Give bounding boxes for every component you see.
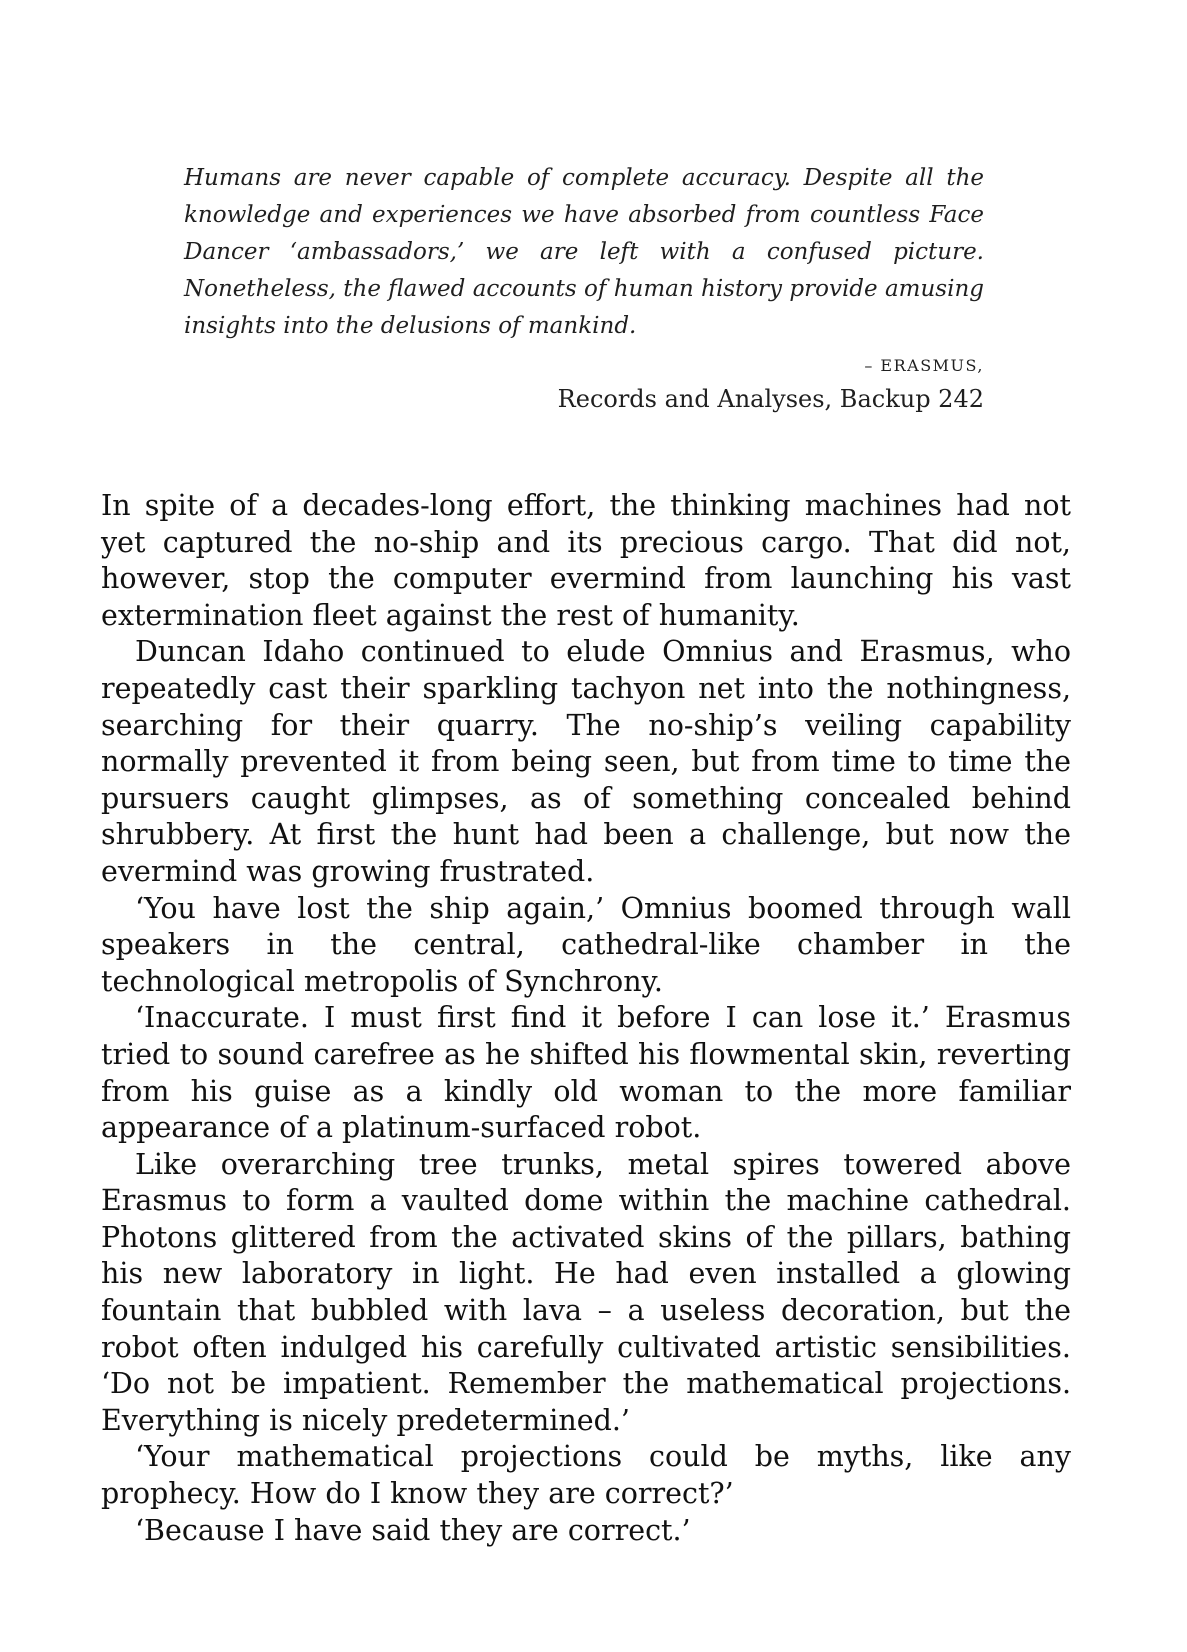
epigraph-source: Records and Analyses, Backup 242	[557, 385, 984, 413]
paragraph: Like overarching tree trunks, metal spires towered above Erasmus to form a vaulted dome within the machine cathedral. Photons glittered from the activated skins of the pillars, bathing his new laboratory in light. He had even installed a glowing fountain that bubbled with lava – a useless decoration, but the robot often indulged his carefully cultivated artistic sensibilities. ‘Do not be impatient. Remember the mathematical projections. Everything is nicely predetermined.’	[101, 1147, 1071, 1437]
epigraph-attribution	[184, 352, 984, 418]
paragraph: ‘Inaccurate. I must first find it before I can lose it.’ Erasmus tried to sound carefree as he shifted his flowmental skin, reverting from his guise as a kindly old woman to the more familiar appearance of a platinum-surfaced robot.	[101, 1001, 1071, 1145]
epigraph	[184, 160, 984, 345]
chapter-body	[101, 488, 1071, 1549]
paragraph: ‘Your mathematical projections could be myths, like any prophecy. How do I know they are correct?’	[101, 1440, 1071, 1511]
epigraph-quote: Humans are never capable of complete accuracy. Despite all the knowledge and experiences we have absorbed from countless Face Dancer ‘ambassadors,’ we are left with a confused picture. Nonetheless, the flawed accounts of human history provide amusing insights into the delusions of mankind.	[184, 165, 984, 339]
paragraph: ‘Because I have said they are correct.’	[135, 1513, 691, 1547]
paragraph: In spite of a decades-long effort, the thinking machines had not yet captured the no-ship and its precious cargo. That did not, however, stop the computer evermind from launching his vast extermination fleet against the rest of humanity.	[101, 489, 1071, 632]
epigraph-author: – ERASMUS,	[864, 356, 984, 375]
paragraph: ‘You have lost the ship again,’ Omnius boomed through wall speakers in the central, cathedral-like chamber in the technological metropolis of Synchrony.	[101, 891, 1071, 998]
paragraph: Duncan Idaho continued to elude Omnius and Erasmus, who repeatedly cast their sparkling tachyon net into the nothingness, searching for their quarry. The no-ship’s veiling capability normally prevented it from being seen, but from time to time the pursuers caught glimpses, as of something concealed behind shrubbery. At first the hunt had been a challenge, but now the evermind was growing frustrated.	[101, 635, 1071, 888]
